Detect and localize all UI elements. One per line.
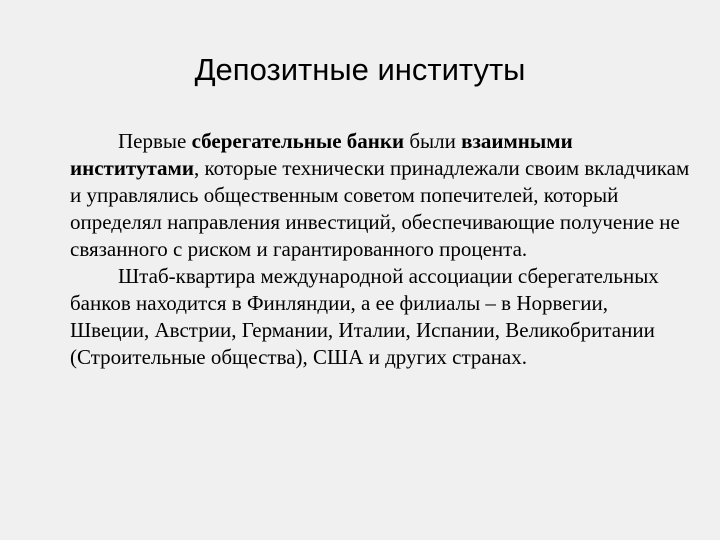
paragraph-savings-banks xyxy=(70,128,690,263)
paragraph-text: были xyxy=(404,129,462,153)
slide-title: Депозитные институты xyxy=(194,52,526,87)
slide-body xyxy=(70,128,690,371)
bold-term-mutual-institutions: взаимными институтами xyxy=(70,129,573,180)
paragraph-text: Первые xyxy=(118,129,192,153)
paragraph-text: , которые технически принадлежали своим вкладчикам и управлялись общественным советом попечителей, который определял направления инвестиций, обеспечивающие получение не связанного с риском и гарантированного процента. xyxy=(70,156,690,261)
bold-term-savings-banks: сберегательные банки xyxy=(191,129,405,153)
paragraph-headquarters: Штаб-квартира международной ассоциации сберегательных банков находится в Финляндии, а ее филиалы – в Норвегии, Швеции, Австрии, Германии, Италии, Испании, Великобритании (Строительные общества), США и других странах. xyxy=(70,264,659,369)
